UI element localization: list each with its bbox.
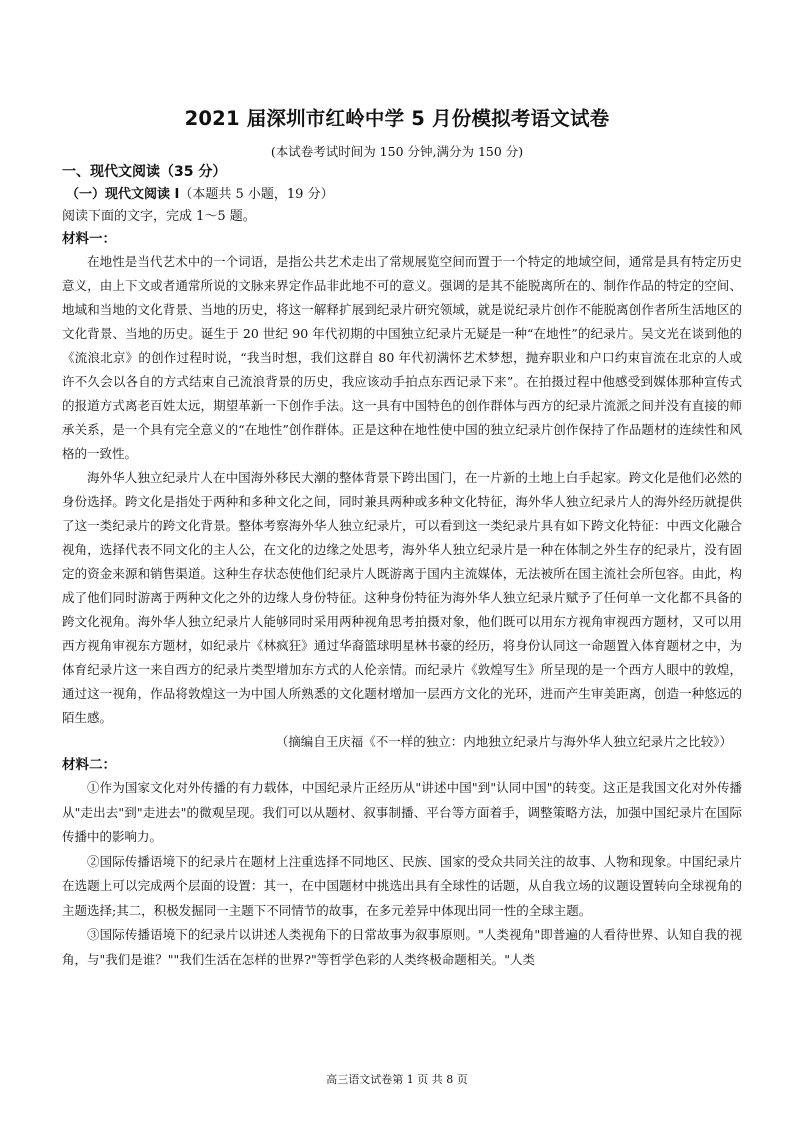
subsection-label: （一）现代文阅读 I: [66, 187, 180, 202]
material-label: 材料二：: [62, 757, 116, 773]
paragraph: 海外华人独立纪录片人在中国海外移民大潮的整体背景下跨出国门，在一片新的土地上白手起家。跨文化是他们必然的身份选择。跨文化是指处于两种和多种文化之间，同时兼具两种或多种文化特征，海外华人独立纪录片人的海外经历就提供了这一类纪录片的跨文化背景。整体考察海外华人独立纪录片，可以看到这一类纪录片具有如下跨文化特征：中西文化融合视角，选择代表不同文化的主人公，在文化的边缘之处思考，海外华人独立纪录片是一种在体制之外生存的纪录片，没有固定的资金来源和销售渠道。这种生存状态使他们纪录片人既游离于国内主流媒体，无法被所在国主流社会所包容。由此，构成了他们同时游离于两种文化之外的边缘人身份特征。这种身份特征为海外华人独立纪录片赋予了任何单一文化都不具备的跨文化视角。海外华人独立纪录片人能够同时采用两种视角思考拍摄对象，他们既可以用东方视角审视西方题材，又可以用西方视角审视东方题材，如纪录片《林疯狂》通过华裔篮球明星林书豪的经历，将身份认同这一命题置入体育题材之中，为体育纪录片这一来自西方的纪录片类型增加东方式的人伦亲情。而纪录片《敦煌写生》所呈现的是一个西方人眼中的敦煌，通过这一视角，作品将敦煌这一为中国人所熟悉的文化题材增加一层西方文化的光环，进而产生审美距离，创造一种悠远的陌生感。: [62, 470, 742, 725]
paragraph: ③国际传播语境下的纪录片以讲述人类视角下的日常故事为叙事原则。"人类视角"即普遍的人看待世界、认知自我的视角，与"我们是谁？""我们生活在怎样的世界?"等哲学色彩的人类终极命题相关。"人类: [62, 927, 742, 967]
subsection-heading: [62, 184, 742, 206]
exam-subtitle: (本试卷考试时间为 150 分钟,满分为 150 分): [270, 144, 524, 159]
page-footer: 高三语文试卷第 1 页 共 8 页: [326, 1073, 468, 1086]
instruction: 阅读下面的文字，完成 1～5 题。: [62, 209, 256, 224]
exam-content: [62, 158, 742, 972]
paragraph: ②国际传播语境下的纪录片在题材上注重选择不同地区、民族、国家的受众共同关注的故事、人物和现象。中国纪录片在选题上可以完成两个层面的设置：其一，在中国题材中挑选出具有全球性的话题，从自我立场的议题设置转向全球视角的主题选择;其二，积极发掘同一主题下不同情节的故事，在多元差异中体现出同一性的全球主题。: [62, 853, 742, 918]
section-heading: 一、现代文阅读（35 分）: [62, 164, 227, 180]
subsection-note: （本题共 5 小题，19 分）: [179, 187, 334, 202]
source-citation: （摘编自王庆福《不一样的独立：内地独立纪录片与海外华人独立纪录片之比较》）: [275, 734, 732, 749]
exam-title: 2021 届深圳市红岭中学 5 月份模拟考语文试卷: [184, 107, 610, 130]
material-label: 材料一：: [62, 231, 116, 247]
paragraph: 在地性是当代艺术中的一个词语，是指公共艺术走出了常规展览空间而置于一个特定的地域空间，通常是具有特定历史意义，由上下文或者通常所说的文脉来界定作品非此地不可的意义。强调的是其不能脱离所在的、制作作品的特定的空间、地域和当地的文化背景、当地的历史，将这一解释扩展到纪录片研究领域，就是说纪录片创作不能脱离创作者所生活地区的文化背景、当地的历史。诞生于 20 世纪 90 年代初期的中国独立纪录片无疑是一种“在地性”的纪录片。吴文光在谈到他的《流浪北京》的创作过程时说，“我当时想，我们这群自 80 年代初满怀艺术梦想，抛弃职业和户口约束盲流在北京的人或许不久会以各自的方式结束自己流浪背景的历史，我应该动手拍点东西记录下来”。在拍摄过程中他感受到媒体那种宣传式的报道方式离老百姓太远，期望革新一下创作手法。这一具有中国特色的创作群体与西方的纪录片流派之间并没有直接的师承关系，是一个具有完全意义的“在地性”创作群体。正是这种在地性使中国的独立纪录片创作保持了作品题材的连续性和风格的一致性。: [62, 254, 742, 461]
paragraph: ①作为国家文化对外传播的有力载体，中国纪录片正经历从"讲述中国"到"认同中国"的转变。这正是我国文化对外传播从"走出去"到"走进去"的微观呈现。我们可以从题材、叙事制播、平台等方面着手，调整策略方法，加强中国纪录片在国际传播中的影响力。: [62, 780, 742, 844]
